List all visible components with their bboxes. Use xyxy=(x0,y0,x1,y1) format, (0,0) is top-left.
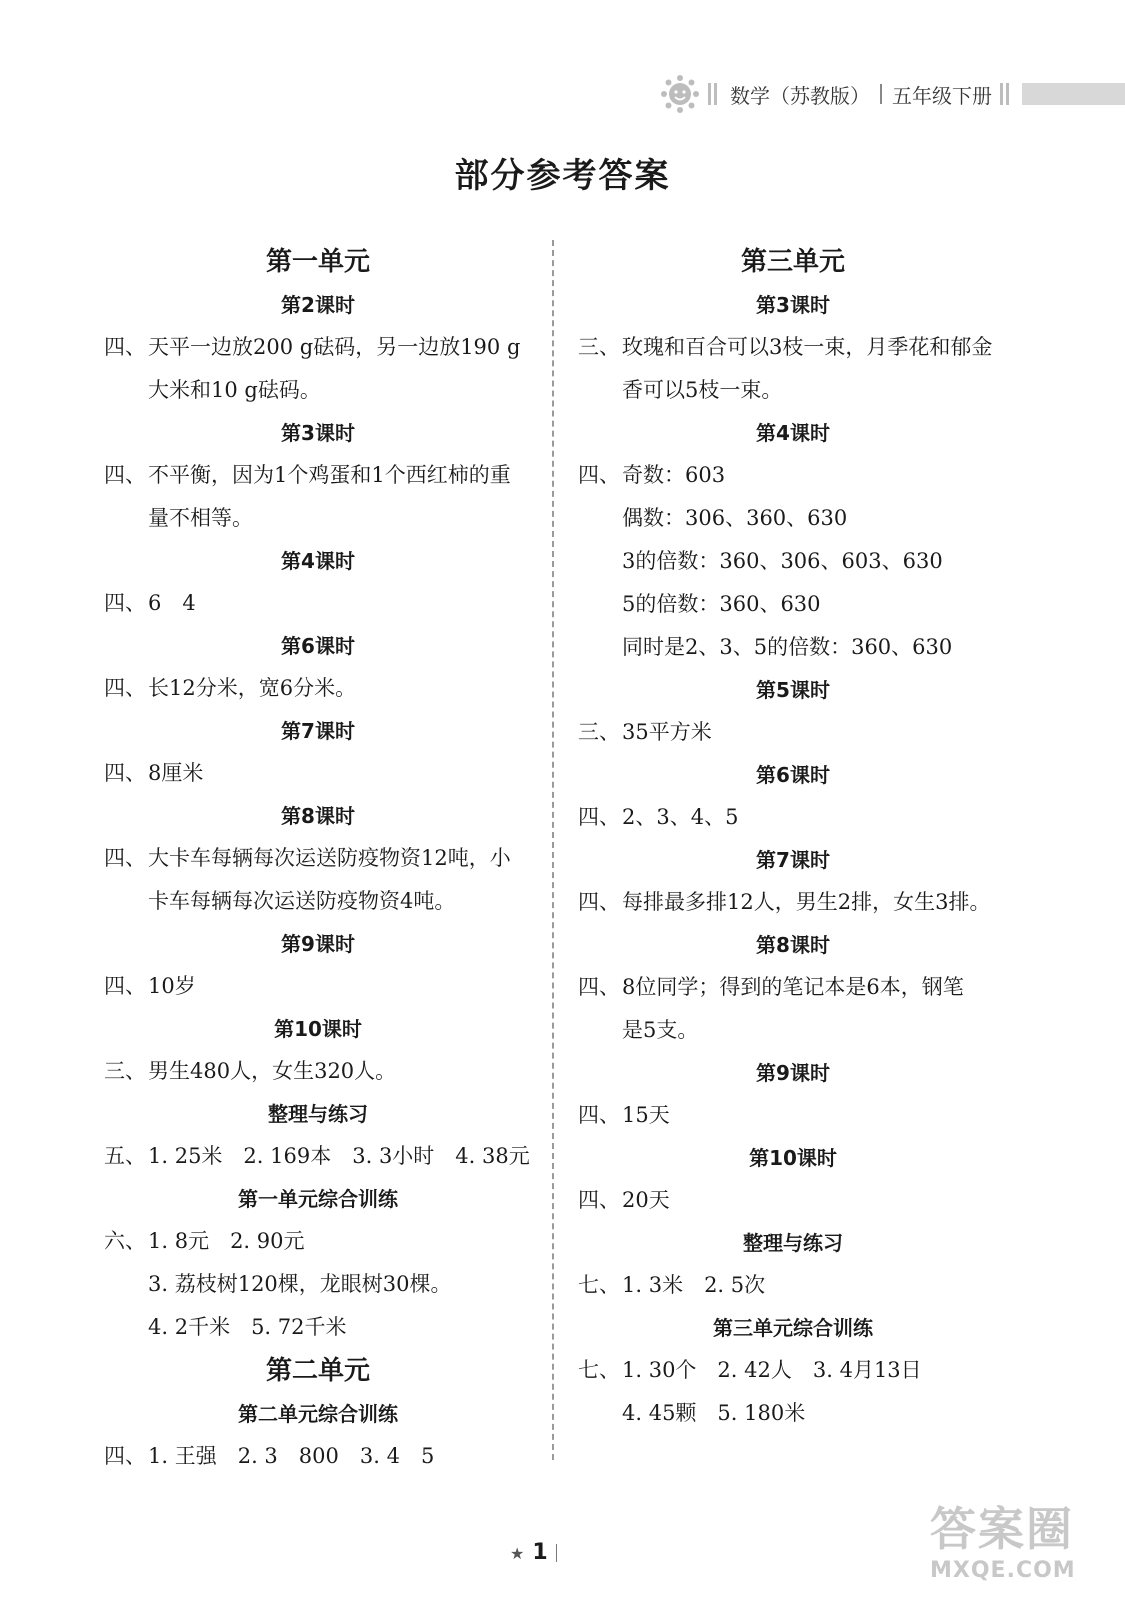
page-title: 部分参考答案 xyxy=(454,156,671,196)
lesson-heading: 第4课时 xyxy=(756,421,830,445)
answer-item: 六、 1. 8元 2. 90元 xyxy=(104,1229,305,1253)
answer-line: 4. 45颗 5. 180米 xyxy=(622,1401,806,1425)
lesson-heading: 第二单元综合训练 xyxy=(238,1402,398,1426)
answer-line: 3的倍数：360、306、603、630 xyxy=(622,549,943,573)
lesson-heading: 第6课时 xyxy=(281,634,355,658)
header-gray-band xyxy=(1022,83,1125,105)
lesson-heading: 第7课时 xyxy=(281,719,355,743)
answer-line: 3. 荔枝树120棵，龙眼树30棵。 xyxy=(148,1272,452,1296)
answer-item: 五、 1. 25米 2. 169本 3. 3小时 4. 38元 xyxy=(104,1144,530,1168)
lesson-heading: 第7课时 xyxy=(756,848,830,872)
lesson-heading: 第一单元综合训练 xyxy=(238,1187,398,1211)
page-footer xyxy=(510,1540,557,1565)
answer-item: 四、 天平一边放200 g砝码，另一边放190 g xyxy=(104,335,521,359)
answer-item: 七、 1. 3米 2. 5次 xyxy=(578,1273,766,1297)
answer-item: 四、 6 4 xyxy=(104,591,196,615)
lesson-heading: 第10课时 xyxy=(274,1017,362,1041)
left-column xyxy=(104,240,532,1478)
page-header xyxy=(660,72,1125,116)
answer-item: 四、 大卡车每辆每次运送防疫物资12吨，小 xyxy=(104,846,511,870)
lesson-heading: 第3课时 xyxy=(281,421,355,445)
star-icon: ★ xyxy=(510,1544,525,1563)
lesson-heading: 第3课时 xyxy=(756,293,830,317)
answer-item: 四、 每排最多排12人，男生2排，女生3排。 xyxy=(578,890,991,914)
lesson-heading: 第9课时 xyxy=(281,932,355,956)
page-number: 1 xyxy=(532,1540,548,1565)
lesson-heading: 第三单元综合训练 xyxy=(713,1316,873,1340)
answer-line: 量不相等。 xyxy=(148,506,253,530)
answer-line: 卡车每辆每次运送防疫物资4吨。 xyxy=(148,889,456,913)
lesson-heading: 第8课时 xyxy=(756,933,830,957)
answer-item: 四、 10岁 xyxy=(104,974,196,998)
watermark xyxy=(930,1500,1110,1595)
lesson-heading: 第4课时 xyxy=(281,549,355,573)
answer-item: 四、 8位同学；得到的笔记本是6本，钢笔 xyxy=(578,975,964,999)
right-column xyxy=(578,240,1008,1435)
answer-item: 四、 不平衡，因为1个鸡蛋和1个西红柿的重 xyxy=(104,463,511,487)
answer-item: 三、 玫瑰和百合可以3枝一束，月季花和郁金 xyxy=(578,335,993,359)
answer-item: 四、 15天 xyxy=(578,1103,670,1127)
header-grade: 五年级下册 xyxy=(892,83,992,108)
answer-item: 四、 长12分米，宽6分米。 xyxy=(104,676,357,700)
watermark-url: MXQE.COM xyxy=(930,1558,1076,1583)
lesson-heading: 整理与练习 xyxy=(743,1231,843,1255)
answer-item: 四、 奇数：603 xyxy=(578,463,726,487)
header-bars-left xyxy=(708,83,720,105)
sun-logo-icon xyxy=(660,74,700,114)
answer-item: 四、 8厘米 xyxy=(104,761,204,785)
answer-item: 四、 2、3、4、5 xyxy=(578,805,739,829)
answer-item: 三、 男生480人，女生320人。 xyxy=(104,1059,397,1083)
answer-item: 四、 20天 xyxy=(578,1188,670,1212)
lesson-heading: 第8课时 xyxy=(281,804,355,828)
lesson-heading: 第9课时 xyxy=(756,1061,830,1085)
answer-line: 4. 2千米 5. 72千米 xyxy=(148,1315,347,1339)
header-bars-right xyxy=(1000,83,1012,105)
footer-tick xyxy=(556,1544,557,1562)
answer-line: 偶数：306、360、630 xyxy=(622,506,848,530)
answer-line: 是5支。 xyxy=(622,1018,699,1042)
lesson-heading: 第6课时 xyxy=(756,763,830,787)
lesson-heading: 整理与练习 xyxy=(268,1102,368,1126)
unit-heading: 第三单元 xyxy=(740,247,845,277)
answer-line: 5的倍数：360、630 xyxy=(622,592,821,616)
answer-line: 大米和10 g砝码。 xyxy=(148,378,321,402)
unit-heading: 第一单元 xyxy=(265,247,370,277)
answer-item: 四、 1. 王强 2. 3 800 3. 4 5 xyxy=(104,1444,435,1468)
lesson-heading: 第2课时 xyxy=(281,293,355,317)
header-separator xyxy=(880,84,882,104)
unit-heading: 第二单元 xyxy=(265,1356,370,1386)
column-divider xyxy=(552,240,554,1460)
answer-line: 香可以5枝一束。 xyxy=(622,378,783,402)
lesson-heading: 第5课时 xyxy=(756,678,830,702)
answer-item: 三、 35平方米 xyxy=(578,720,712,744)
watermark-logo-text: 答案圈 xyxy=(930,1502,1074,1556)
answer-item: 七、 1. 30个 2. 42人 3. 4月13日 xyxy=(578,1358,922,1382)
header-subject: 数学（苏教版） xyxy=(730,83,870,108)
answer-line: 同时是2、3、5的倍数：360、630 xyxy=(622,635,953,659)
lesson-heading: 第10课时 xyxy=(749,1146,837,1170)
